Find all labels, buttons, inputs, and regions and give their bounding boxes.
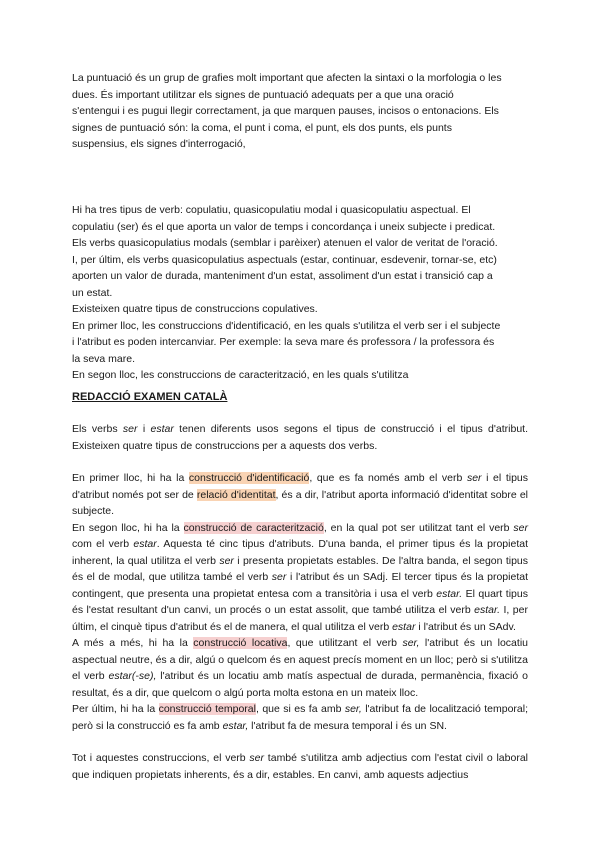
text-line: copulatiu (ser) és el que aporta un valor de temps i concordança i uneix subjecte i predicat. [72, 220, 496, 233]
essay-paragraph-1: Els verbs ser i estar tenen diferents usos segons el tipus de construcció i el tipus d'atribut. Existeixen quatre tipus de construccions per a aquests dos verbs. [72, 423, 529, 452]
text-line: En segon lloc, les construccions de caracterització, en les quals s'utilitza [72, 369, 409, 381]
highlight: relació d'identitat [196, 488, 276, 501]
text-line: s'entengui i es pugui llegir correctament, ja que marquen pauses, incisos o entonacions. Els [72, 105, 499, 117]
text-line: La puntuació és un grup de grafies molt important que afecten la sintaxi o la morfologia o les [72, 72, 502, 84]
text-line: la seva mare. [72, 352, 136, 365]
text-line: Existeixen quatre tipus de construccions copulatives. [72, 303, 318, 315]
text-line: suspensius, els signes d'interrogació, [72, 138, 246, 150]
essay-paragraph-2: En primer lloc, hi ha la construcció d'identificació, que es fa només amb el verb ser i el tipus d'atribut només pot ser de relació d'identitat, és a dir, l'atribut aporta informació d'identitat sobre el subjecte. [72, 472, 529, 517]
text-line: dues. És important utilitzar els signes de puntuació adequats per a que una oració [72, 88, 454, 101]
text-line: Hi ha tres tipus de verb: copulatiu, quasicopulatiu modal i quasicopulatiu aspectual. El [72, 204, 471, 216]
highlight: construcció temporal [158, 703, 256, 715]
highlight: construcció de caracterització [183, 521, 324, 534]
text-line: Els verbs quasicopulatius modals (semblar i parèixer) atenuen el valor de veritat de l'oració. [72, 237, 498, 249]
intro-paragraph [72, 70, 528, 153]
essay-paragraph-4: A més a més, hi ha la construcció locativa, que utilitzant el verb ser, l'atribut és un locatiu aspectual neutre, és a dir, algú o quelcom és en aquest precís moment en un lloc; però si s'utilitza el verb estar(-se), l'atribut és un locatiu amb matís aspectual de durada, permanència, fixació o resultat, és a dir, que quelcom o algú porta molta estona en un mateix lloc. [72, 637, 528, 699]
essay-paragraph-5: Per últim, hi ha la construcció temporal, que si es fa amb ser, l'atribut fa de localització temporal; però si la construcció es fa amb estar, l'atribut fa de mesura temporal i és un SN. [72, 703, 528, 732]
essay-paragraph-3: En segon lloc, hi ha la construcció de caracterització, en la qual pot ser utilitzat tant el verb ser com el verb estar. Aquesta té cinc tipus d'atributs. D'una banda, el primer tipus és la propietat inherent, la qual utilitza el verb ser i presenta propietats estables. De l'altra banda, el segon tipus és el de modal, que utilitza també el verb ser i l'atribut és un SAdj. El tercer tipus és la propietat contingent, que presenta una propietat entesa com a transitòria i usa el verb estar. El quart tipus és l'estat resultant d'un canvi, un procés o un estat assolit, que també utilitza el verb estar. I, per últim, el cinquè tipus d'atribut és el de manera, el qual utilitza el verb estar i l'atribut és un SAdv. [72, 521, 529, 633]
verbs-paragraph [72, 202, 528, 384]
highlight: construcció locativa [193, 637, 288, 649]
text-line: aporten un valor de durada, manteniment d'un estat, assoliment d'un estat i transició cap a [72, 270, 493, 282]
text-line: i l'atribut es poden intercanviar. Per exemple: la seva mare és professora / la professora és [72, 336, 495, 348]
text-line: signes de puntuació són: la coma, el punt i coma, el punt, els dos punts, els punts [72, 121, 452, 134]
essay-paragraph-6: Tot i aquestes construccions, el verb ser també s'utilitza amb adjectius com l'estat civil o laboral que indiquen propietats inherents, és a dir, estables. En canvi, amb aquests adjectius [72, 752, 528, 781]
text-line: un estat. [72, 286, 113, 299]
essay-heading: REDACCIÓ EXAMEN CATALÀ [72, 391, 228, 403]
text-line: I, per últim, els verbs quasicopulatius aspectuals (estar, continuar, esdevenir, tornar-se, etc) [72, 253, 497, 266]
highlight: construcció d'identificació [188, 472, 310, 484]
essay-body [72, 421, 528, 783]
text-line: En primer lloc, les construccions d'identificació, en les quals s'utilitza el verb ser i el subjecte [72, 319, 501, 332]
